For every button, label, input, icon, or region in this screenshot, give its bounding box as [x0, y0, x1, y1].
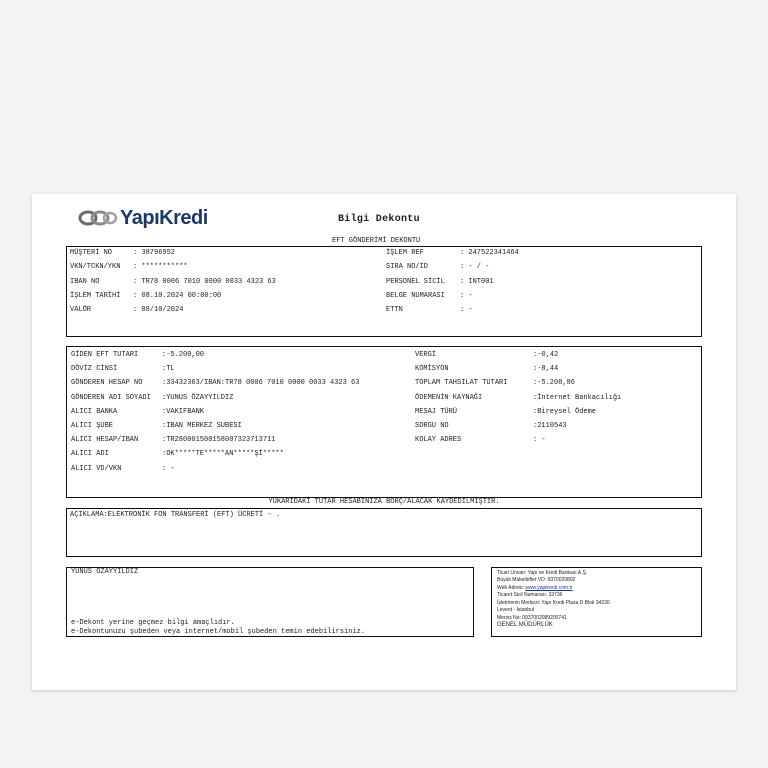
bank-title-line: Ticari Unvan: Yapı ve Kredi Bankası A.Ş.: [497, 570, 588, 576]
fee-field-label: MESAJ TÜRÜ: [415, 407, 458, 416]
fee-field-value: :-8,44: [533, 365, 559, 374]
transfer-field-value: :33432363/IBAN:TR78 0006 7010 0000 0033 4323 63: [162, 379, 360, 388]
document-title: Bilgi Dekontu: [338, 214, 420, 225]
transaction-field-value: : INT001: [460, 277, 494, 286]
transfer-field-label: GİDEN EFT TUTARI: [71, 351, 139, 359]
transaction-field-label: PERSONEL SİCİL: [386, 277, 445, 286]
transfer-field-value: :VAKIFBANK: [162, 407, 205, 416]
trade-registry-line: Ticaret Sicil Numarası: 32736: [497, 592, 563, 598]
fee-field-label: ÖDEMENİN KAYNAĞI: [415, 393, 483, 402]
transaction-field-label: ETTN: [386, 306, 403, 315]
brand-name: YapıKredi: [120, 206, 208, 229]
fee-field-label: KOMİSYON: [415, 365, 449, 374]
transaction-field-value: : - / -: [460, 263, 490, 272]
web-address-label: Web Adresi:: [497, 585, 526, 591]
general-directorate-line: GENEL MÜDÜRLÜK: [497, 622, 553, 628]
fee-field-value: :Bireysel Ödeme: [533, 407, 597, 416]
customer-field-label: MÜŞTERİ NO: [70, 249, 113, 257]
transaction-field-value: : 247522341464: [460, 249, 519, 257]
transfer-field-value: : -: [162, 464, 175, 473]
customer-field-value: : 38796952: [133, 249, 176, 257]
city-line: Levent - İstanbul: [497, 607, 534, 613]
disclaimer-line-2: e-Dekontunuzu şubeden veya internet/mobil şubeden temin edebilirsiniz.: [71, 628, 366, 636]
fee-field-value: :-5.208,86: [533, 379, 576, 388]
transaction-field-value: : -: [460, 306, 473, 315]
transfer-field-label: ALICI HESAP/IBAN: [71, 436, 139, 445]
fee-field-value: :2110543: [533, 422, 567, 430]
description-text: AÇIKLAMA:ELEKTRONİK FON TRANSFERİ (EFT) ÜCRETİ - .: [70, 511, 281, 519]
transaction-field-label: SIRA NO/ID: [386, 263, 429, 272]
customer-field-label: VKN/TCKN/YKN: [70, 263, 121, 272]
transaction-field-value: : -: [460, 291, 473, 300]
customer-field-label: İŞLEM TARİHİ: [70, 291, 121, 300]
customer-field-label: IBAN NO: [70, 277, 100, 286]
headquarters-line: İşletmenin Merkezi: Yapı Kredi Plaza D Blok 34330: [497, 600, 610, 606]
web-address-line: [497, 585, 573, 592]
web-address-link[interactable]: www.yapikredi.com.tr: [525, 585, 573, 591]
transaction-field-label: İŞLEM REF: [386, 249, 424, 257]
debit-notice: YUKARIDAKİ TUTAR HESABINIZA BORÇ/ALACAK KAYDEDİLMİŞTİR.: [268, 498, 500, 506]
transfer-field-value: :-5.200,00: [162, 351, 205, 359]
mersis-line: Mersis No: 0937002089200741: [497, 615, 567, 621]
transfer-field-label: GÖNDEREN HESAP NO: [71, 379, 143, 388]
transfer-field-value: :TR280001500158007323713711: [162, 436, 276, 445]
transfer-field-label: DÖVİZ CİNSİ: [71, 365, 118, 374]
fee-field-value: :İnternet Bankacılığı: [533, 393, 622, 402]
transfer-field-label: ALICI ŞUBE: [71, 422, 114, 430]
customer-field-value: : 08.10.2024 00:00:00: [133, 291, 222, 300]
bank-logo: [78, 205, 208, 231]
receipt-document: [32, 194, 736, 690]
transfer-field-label: ALICI VD/VKN: [71, 464, 122, 473]
yapikredi-logo-icon: [78, 208, 118, 228]
signature-name: YUNUS ÖZAYYILDIZ: [71, 568, 139, 576]
customer-field-label: VALÖR: [70, 306, 92, 315]
transfer-field-value: :TL: [162, 365, 175, 374]
customer-field-value: : TR78 0006 7010 0000 0033 4323 63: [133, 277, 276, 286]
fee-field-value: :-0,42: [533, 351, 559, 359]
customer-field-value: : ***********: [133, 263, 188, 272]
transfer-field-label: ALICI ADI: [71, 450, 109, 459]
transfer-field-value: :YUNUS ÖZAYYILDIZ: [162, 393, 234, 402]
fee-field-label: VERGİ: [415, 351, 437, 359]
fee-field-label: SORGU NO: [415, 422, 449, 430]
transfer-field-value: :OK*****TE*****AN*****Şİ*****: [162, 450, 284, 459]
disclaimer-line-1: e-Dekont yerine geçmez bilgi amaçlıdır.: [71, 619, 235, 627]
customer-field-value: : 08/10/2024: [133, 306, 184, 315]
fee-field-label: TOPLAM TAHSILAT TUTARI: [415, 379, 508, 388]
fee-field-value: : -: [533, 436, 546, 445]
transfer-field-label: ALICI BANKA: [71, 407, 118, 416]
transfer-field-label: GÖNDEREN ADI SOYADI: [71, 393, 151, 402]
document-subtitle: EFT GÖNDERİMİ DEKONTU: [332, 237, 421, 245]
tax-office-line: Büyük Mükellefler VD: 9370020892: [497, 577, 576, 583]
transfer-field-value: :IBAN MERKEZ SUBESI: [162, 422, 242, 430]
transaction-field-label: BELGE NUMARASI: [386, 291, 445, 300]
fee-field-label: KOLAY ADRES: [415, 436, 462, 445]
